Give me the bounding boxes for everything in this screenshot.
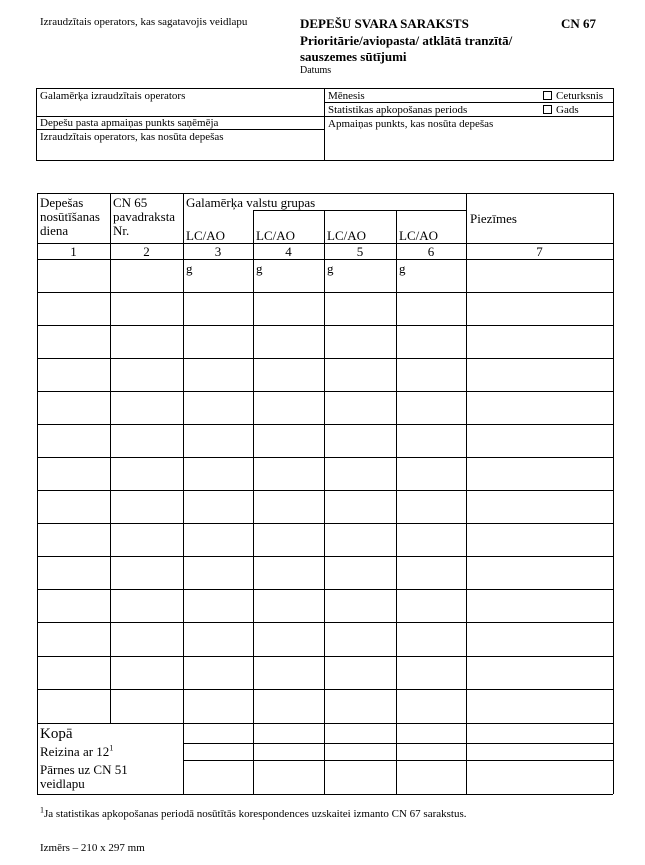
year-label: Gads <box>556 104 579 116</box>
quarter-checkbox[interactable] <box>543 91 552 100</box>
unit-grams-col3: g <box>186 261 193 276</box>
lcao-header-4: LC/AO <box>399 228 438 243</box>
notes-header: Piezīmes <box>470 211 517 226</box>
carry-to-cn51-label: Pārnes uz CN 51 veidlapu <box>40 762 128 791</box>
form-subtitle-line2: sauszemes sūtījumi <box>300 49 407 64</box>
col2-header: CN 65 pavadraksta Nr. <box>113 195 176 238</box>
destination-operator-field[interactable]: Galamērķa izraudzītais operators <box>40 90 186 102</box>
receiving-exchange-point-field[interactable]: Depešu pasta apmaiņas punkts saņēmēja <box>40 117 219 129</box>
quarter-label: Ceturksnis <box>556 90 604 102</box>
form-title: DEPEŠU SVARA SARAKSTS <box>300 16 469 31</box>
size-note: Izmērs – 210 x 297 mm <box>40 842 145 854</box>
col-number-6: 6 <box>427 244 435 259</box>
col-number-5: 5 <box>356 244 364 259</box>
form-code: CN 67 <box>561 16 597 31</box>
country-groups-header: Galamērķa valstu grupas <box>186 195 316 210</box>
total-label: Kopā <box>40 726 73 742</box>
unit-grams-col5: g <box>327 261 334 276</box>
lcao-header-2: LC/AO <box>256 228 295 243</box>
footnote: $^1$Ja statistikas apkopošanas periodā nosūtītās korespondences uzskaitei izmanto CN 67 sarakstus. <box>40 805 467 820</box>
col-number-3: 3 <box>214 244 222 259</box>
date-label: Datums <box>300 65 332 76</box>
form-subtitle-line1: Prioritārie/aviopasta/ atklātā tranzītā/ <box>300 33 513 48</box>
col1-header: Depešas nosūtīšanas diena <box>40 195 100 238</box>
year-checkbox[interactable] <box>543 105 552 114</box>
col-number-2: 2 <box>143 244 150 259</box>
col-number-4: 4 <box>285 244 292 259</box>
month-field[interactable]: Mēnesis <box>328 90 365 102</box>
lcao-header-3: LC/AO <box>327 228 366 243</box>
unit-grams-col6: g <box>399 261 406 276</box>
sending-operator-field[interactable]: Izraudzītais operators, kas nosūta depešas <box>40 131 224 143</box>
sending-exchange-point-field[interactable]: Apmaiņas punkts, kas nosūta depešas <box>328 118 494 130</box>
statistics-period-label: Statistikas apkopošanas periods <box>328 104 468 116</box>
preparing-operator-label: Izraudzītais operators, kas sagatavojis veidlapu <box>40 16 248 28</box>
col-number-1: 1 <box>70 244 77 259</box>
lcao-header-1: LC/AO <box>186 228 225 243</box>
col-number-7: 7 <box>536 244 543 259</box>
unit-grams-col4: g <box>256 261 263 276</box>
multiply-label: Reizina ar $12^1$ <box>40 743 114 759</box>
